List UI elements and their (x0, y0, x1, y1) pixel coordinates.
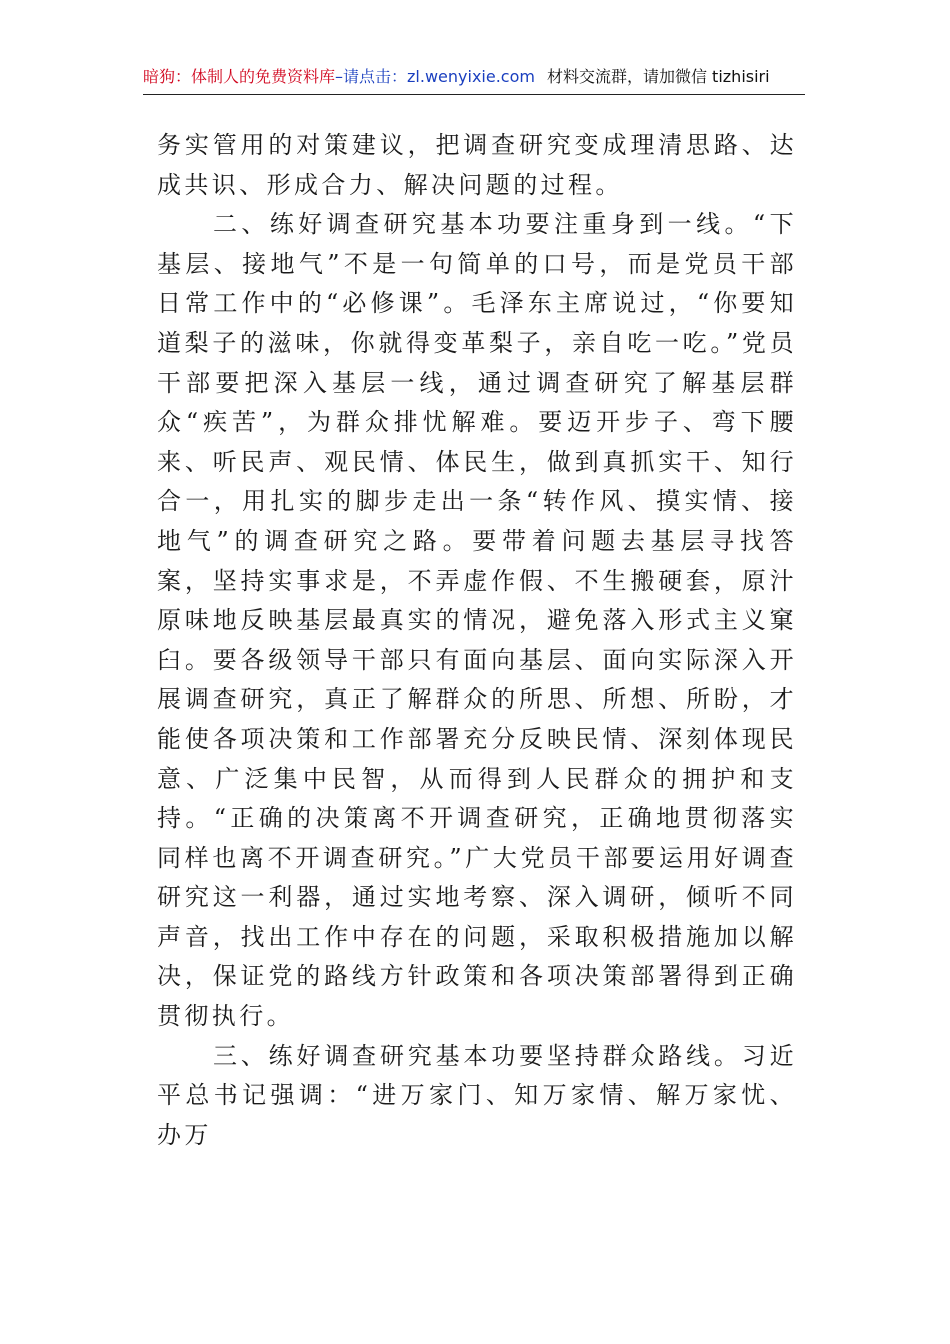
header-url-link[interactable]: zl.wenyixie.com (407, 67, 535, 86)
paragraph-section-two: 二、练好调查研究基本功要注重身到一线。“下基层、接地气”不是一句简单的口号，而是党员干部日常工作中的“必修课”。毛泽东主席说过，“你要知道梨子的滋味，你就得变革梨子，亲自吃一吃。”党员干部要把深入基层一线，通过调查研究了解基层群众“疾苦”，为群众排忧解难。要迈开步子、弯下腰来、听民声、观民情、体民生，做到真抓实干、知行合一，用扎实的脚步走出一条“转作风、摸实情、接地气”的调查研究之路。要带着问题去基层寻找答案，坚持实事求是，不弄虚作假、不生搬硬套，原汁原味地反映基层最真实的情况，避免落入形式主义窠臼。要各级领导干部只有面向基层、面向实际深入开展调查研究，真正了解群众的所思、所想、所盼，才能使各项决策和工作部署充分反映民情、深刻体现民意、广泛集中民智，从而得到人民群众的拥护和支持。“正确的决策离不开调查研究，正确地贯彻落实同样也离不开调查研究。”广大党员干部要运用好调查研究这一利器，通过实地考察、深入调研，倾听不同声音，找出工作中存在的问题，采取积极措施加以解决，保证党的路线方针政策和各项决策部署得到正确贯彻执行。 (157, 210, 797, 1031)
paragraph-section-three: 三、练好调查研究基本功要坚持群众路线。习近平总书记强调：“进万家门、知万家情、解万家忧、办万 (157, 1041, 797, 1149)
header-brand: 暗狗：体制人的免费资料库 (143, 67, 336, 86)
header-link-prefix: –请点击： (335, 67, 408, 86)
document-body (157, 126, 797, 1155)
page-header (143, 62, 805, 95)
paragraph-continuation: 务实管用的对策建议，把调查研究变成理清思路、达成共识、形成合力、解决问题的过程。 (157, 131, 797, 199)
header-contact: 材料交流群，请加微信 tizhisiri (546, 67, 770, 86)
